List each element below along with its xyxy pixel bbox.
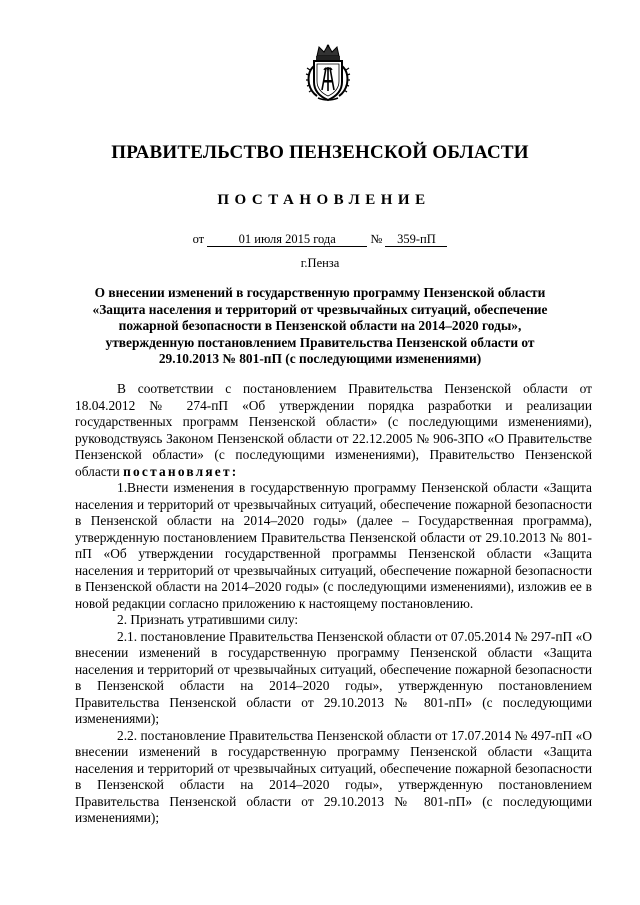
paragraph: 2. Признать утратившими силу: xyxy=(117,612,299,627)
penza-coat-of-arms-icon xyxy=(303,44,353,102)
city: г.Пенза xyxy=(300,256,340,270)
paragraph xyxy=(75,381,592,480)
number-sign: № xyxy=(370,232,383,246)
date-number-line xyxy=(0,232,640,247)
paragraph: 1.Внести изменения в государственную программу Пензенской области «Защита населения и территорий от чрезвычайных ситуаций, обеспечение пожарной безопасности в Пензенской области на 2014–2020 годы» (далее – Государственная программа), утвержденную постановлением Правительства Пензенской области от 29.10.2013 № 801-пП «Об утверждении государственной программы Пензенской области «Защита населения и территорий от чрезвычайных ситуаций, обеспечение пожарной безопасности в Пензенской области на 2014–2020 годы» (с последующими изменениями), изложив ее в новой редакции согласно приложению к настоящему постановлению. xyxy=(75,480,592,611)
paragraph: 2.2. постановление Правительства Пензенской области от 17.07.2014 № 497-пП «О внесении изменений в государственную программу Пензенской области «Защита населения и территорий от чрезвычайных ситуаций, обеспечение пожарной безопасности в Пензенской области на 2014–2020 годы», утвержденную постановлением Правительства Пензенской области от 29.10.2013 № 801-пП» (с последующими изменениями); xyxy=(75,727,592,825)
document-heading: О внесении изменений в государственную программу Пензенской области «Защита населения и территорий от чрезвычайных ситуаций, обеспечение пожарной безопасности в Пензенской области на 2014–2020 годы», утвержденную постановлением Правительства Пензенской области от 29.10.2013 № 801-пП (с последующими изменениями) xyxy=(92,285,548,367)
government-title: ПРАВИТЕЛЬСТВО ПЕНЗЕНСКОЙ ОБЛАСТИ xyxy=(111,142,529,163)
date-prefix: от xyxy=(192,232,205,246)
document-date: 01 июля 2015 года xyxy=(207,233,367,247)
paragraph-text: В соответствии с постановлением Правительства Пензенской области от 18.04.2012 № 274-пП «Об утверждении порядка разработки и реализации государственных программ Пензенской области» (с последующими изменениями), руководствуясь Законом Пензенской области от 22.12.2005 № 906-ЗПО «О Правительстве Пензенской области» (с последующими изменениями), Правительство Пензенской области xyxy=(75,381,592,479)
document-type: ПОСТАНОВЛЕНИЕ xyxy=(217,192,431,208)
document-body xyxy=(75,381,592,827)
document-number: 359-пП xyxy=(385,233,447,247)
resolution-word: постановляет: xyxy=(123,463,239,479)
paragraph: 2.1. постановление Правительства Пензенской области от 07.05.2014 № 297-пП «О внесении изменений в государственную программу Пензенской области «Защита населения и территорий от чрезвычайных ситуаций, обеспечение пожарной безопасности в Пензенской области на 2014–2020 годы», утвержденную постановлением Правительства Пензенской области от 29.10.2013 № 801-пП» (с последующими изменениями); xyxy=(75,628,592,726)
